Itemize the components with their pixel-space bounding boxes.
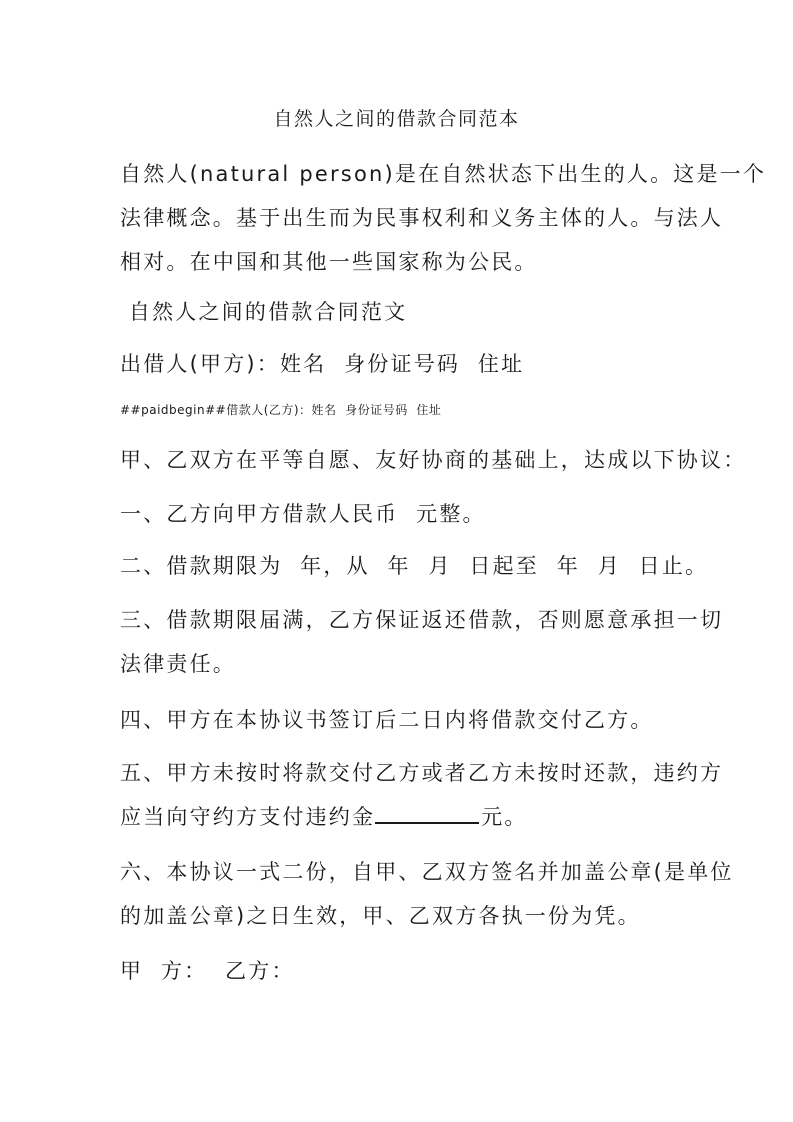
clause-5-line: 五、甲方未按时将款交付乙方或者乙方未按时还款，违约方 [120,761,724,785]
penalty-unit: 元。 [481,805,528,829]
penalty-amount-blank [375,802,479,824]
clause-3 [120,598,724,686]
clause-2: 二、借款期限为 年，从 年 月 日起至 年 月 日止。 [120,554,709,578]
clause-3-line: 三、借款期限届满，乙方保证返还借款，否则愿意承担一切 [120,608,724,632]
clause-6 [120,850,734,938]
clause-6-line: 六、本协议一式二份，自甲、乙双方签名并加盖公章(是单位 [120,860,734,884]
intro-line: 自然人(natural person)是在自然状态下出生的人。这是一个 [120,162,767,186]
penalty-text: 应当向守约方支付违约金 [120,805,376,829]
agreement-intro: 甲、乙双方在平等自愿、友好协商的基础上，达成以下协议： [120,448,747,472]
clause-6-line: 的加盖公章)之日生效，甲、乙双方各执一份为凭。 [120,904,641,928]
clause-3-line: 法律责任。 [120,652,236,676]
document-title: 自然人之间的借款合同范本 [273,108,520,130]
clause-5 [120,751,724,839]
intro-line: 相对。在中国和其他一些国家称为公民。 [120,250,538,274]
clause-5-line [120,795,675,839]
signature-line: 甲 方： 乙方： [120,959,295,983]
lender-line: 出借人(甲方)：姓名 身份证号码 住址 [120,352,525,376]
intro-paragraph [120,152,767,284]
clause-4: 四、甲方在本协议书签订后二日内将借款交付乙方。 [120,708,654,732]
intro-line: 法律概念。基于出生而为民事权利和义务主体的人。与法人 [120,206,724,230]
borrower-line: ##paidbegin##借款人(乙方)：姓名 身份证号码 住址 [120,403,442,417]
contract-subtitle: 自然人之间的借款合同范文 [120,300,408,324]
clause-1: 一、乙方向甲方借款人民币 元整。 [120,502,486,526]
